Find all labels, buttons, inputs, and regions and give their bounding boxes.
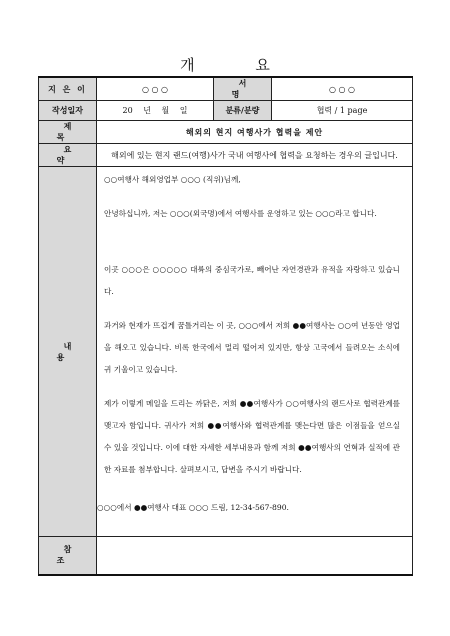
letter-paragraph-1: 안녕하십니까, 저는 ○○○(외국명)에서 여행사를 운영하고 있는 ○○○라고 합니다. bbox=[104, 209, 377, 218]
letter-body bbox=[97, 167, 412, 535]
letter-signature: ○○○에서 ●●여행사 대표 ○○○ 드림, 12-34-567-890. bbox=[97, 503, 289, 512]
letter-paragraph-4: 제가 이렇게 메일을 드리는 까닭은, 저희 ●●여행사가 ○○여행사의 랜드사로 협력관계를 맺고자 함입니다. 귀사가 저희 ●●여행사와 협력관계를 맺는다면 많은 이점들을 얻으실 수 있을 것입니다. 이에 대한 자세한 세부내용과 함께 저희 ●●여행사의 연혁과 실적에 관한 자료를 첨부합니다. 살펴보시고, 답변을 주시기 바랍니다. bbox=[104, 399, 400, 474]
author-label: 지 은 이 bbox=[39, 77, 97, 101]
content-label: 내 용 bbox=[39, 167, 97, 537]
category-value: 협력 / 1 page bbox=[272, 101, 413, 121]
subject-value: 해외의 현지 여행사가 협력을 제안 bbox=[97, 121, 413, 144]
row-content bbox=[39, 167, 413, 537]
document-title: 개 요 bbox=[180, 56, 298, 74]
letter-greeting: ○○여행사 해외영업부 ○○○ (직위)님께, bbox=[104, 175, 241, 184]
date-value: 20 년 월 일 bbox=[97, 101, 214, 121]
letter-paragraph-3: 과거와 현재가 뜨겁게 꿈틀거리는 이 곳, ○○○에서 저희 ●●여행사는 ○○여 년동안 영업을 해오고 있습니다. 비록 한국에서 멀리 떨어져 있지만, 항상 고국에서 들려오는 소식에 귀 기울이고 있습니다. bbox=[104, 321, 400, 374]
signature-label: 서 명 bbox=[214, 77, 272, 101]
summary-label: 요 약 bbox=[39, 144, 97, 167]
category-label: 분류/분량 bbox=[214, 101, 272, 121]
row-summary bbox=[39, 144, 413, 167]
reference-label: 참 조 bbox=[39, 537, 97, 575]
subject-label: 제 목 bbox=[39, 121, 97, 144]
date-label: 작성일자 bbox=[39, 101, 97, 121]
author-value: ○ ○ ○ bbox=[97, 77, 214, 101]
row-date bbox=[39, 101, 413, 121]
signature-value: ○ ○ ○ bbox=[272, 77, 413, 101]
row-subject bbox=[39, 121, 413, 144]
letter-paragraph-2: 이곳 ○○○은 ○○○○○ 대륙의 중심국가로, 빼어난 자연경관과 유적을 자랑하고 있습니다. bbox=[104, 265, 400, 296]
reference-value bbox=[97, 537, 413, 575]
row-author bbox=[39, 77, 413, 101]
summary-value: 해외에 있는 현지 랜드(여행)사가 국내 여행사에 협력을 요청하는 경우의 글입니다. bbox=[97, 144, 413, 167]
row-reference bbox=[39, 537, 413, 575]
summary-form-table bbox=[38, 76, 413, 576]
content-body bbox=[97, 167, 413, 537]
